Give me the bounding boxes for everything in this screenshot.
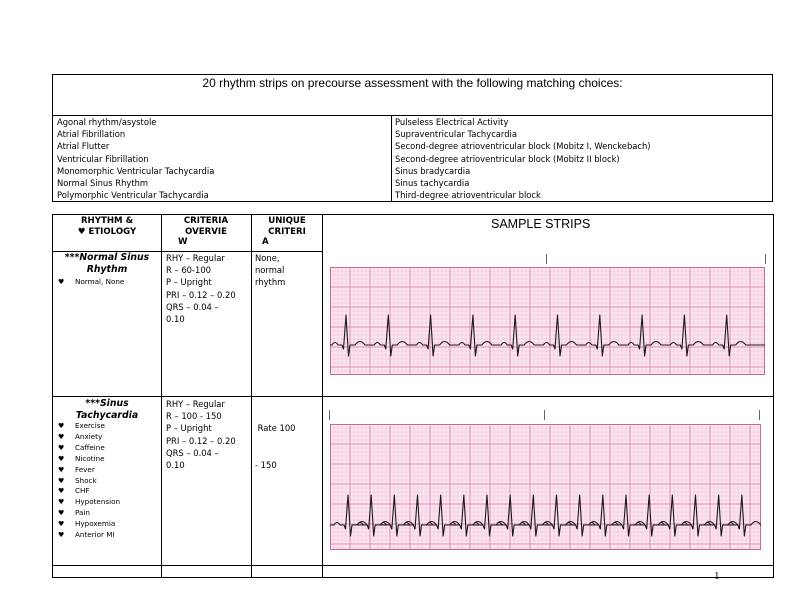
choice-item: Supraventricular Tachycardia bbox=[395, 129, 517, 140]
ecg-strip-normal-sinus bbox=[330, 267, 765, 375]
list-item: ♥ Anterior MI bbox=[56, 530, 160, 541]
list-item: ♥ Anxiety bbox=[56, 432, 160, 443]
list-item: ♥ Shock bbox=[56, 476, 160, 487]
choice-item: Polymorphic Ventricular Tachycardia bbox=[57, 190, 209, 201]
header-rhythm-etiology: RHYTHM & ♥ ETIOLOGY bbox=[77, 216, 137, 237]
page-number: 1 bbox=[714, 570, 720, 582]
header-unique-criteria: UNIQUE CRITERI A bbox=[262, 216, 306, 247]
list-item: ♥ CHF bbox=[56, 486, 160, 497]
choice-item: Pulseless Electrical Activity bbox=[395, 117, 509, 127]
list-item: ♥ Exercise bbox=[56, 421, 160, 432]
choice-item: Sinus bradycardia bbox=[395, 165, 471, 176]
criteria-overview: RHY – Regular R – 60-100 P – Upright PRI – 0.12 – 0.20 QRS – 0.04 – 0.10 bbox=[166, 253, 236, 325]
choice-item: Atrial Fibrillation bbox=[57, 129, 126, 140]
list-item: ♥ Caffeine bbox=[56, 443, 160, 454]
etiology-list bbox=[56, 277, 160, 288]
choices-right-list bbox=[395, 116, 770, 201]
header-criteria-overview: CRITERIA OVERVIE W bbox=[178, 216, 229, 247]
strip-marker bbox=[759, 410, 760, 420]
choices-column-divider bbox=[391, 115, 392, 202]
choices-left-list bbox=[57, 116, 387, 201]
choice-item: Third-degree atrioventricular block bbox=[395, 190, 541, 201]
header-sample-strips: SAMPLE STRIPS bbox=[491, 217, 591, 231]
unique-criteria: Rate 100 - 150 bbox=[255, 423, 296, 471]
strip-marker bbox=[765, 254, 766, 264]
rhythm-name: ***Sinus Tachycardia bbox=[75, 398, 139, 421]
document-title: 20 rhythm strips on precourse assessment with the following matching choices: bbox=[202, 76, 623, 90]
strip-marker bbox=[546, 254, 547, 264]
list-item: ♥ Pain bbox=[56, 508, 160, 519]
ecg-strip-sinus-tachycardia bbox=[330, 424, 761, 550]
rhythm-name: ***Normal Sinus Rhythm bbox=[64, 252, 150, 275]
criteria-overview: RHY – Regular R – 100 - 150 P – Upright PRI – 0.12 – 0.20 QRS – 0.04 – 0.10 bbox=[166, 399, 236, 471]
choice-item: Normal Sinus Rhythm bbox=[57, 178, 149, 189]
list-item: ♥ Hypoxemia bbox=[56, 519, 160, 530]
choice-item: Agonal rhythm/asystole bbox=[57, 117, 157, 127]
list-item: ♥ Normal, None bbox=[56, 277, 160, 288]
choice-item: Sinus tachycardia bbox=[395, 178, 470, 189]
table-row-divider bbox=[52, 396, 774, 397]
strip-marker bbox=[329, 410, 330, 420]
strip-marker bbox=[544, 410, 545, 420]
list-item: ♥ Hypotension bbox=[56, 497, 160, 508]
choice-item: Ventricular Fibrillation bbox=[57, 153, 149, 164]
unique-criteria: None, normal rhythm bbox=[255, 253, 286, 288]
choice-item: Second-degree atrioventricular block (Mobitz I, Wenckebach) bbox=[395, 141, 651, 152]
etiology-list bbox=[56, 421, 160, 541]
choice-item: Monomorphic Ventricular Tachycardia bbox=[57, 165, 215, 176]
table-row-divider bbox=[52, 565, 774, 566]
choice-item: Second-degree atrioventricular block (Mobitz II block) bbox=[395, 153, 620, 164]
list-item: ♥ Fever bbox=[56, 465, 160, 476]
list-item: ♥ Nicotine bbox=[56, 454, 160, 465]
choice-item: Atrial Flutter bbox=[57, 141, 110, 152]
